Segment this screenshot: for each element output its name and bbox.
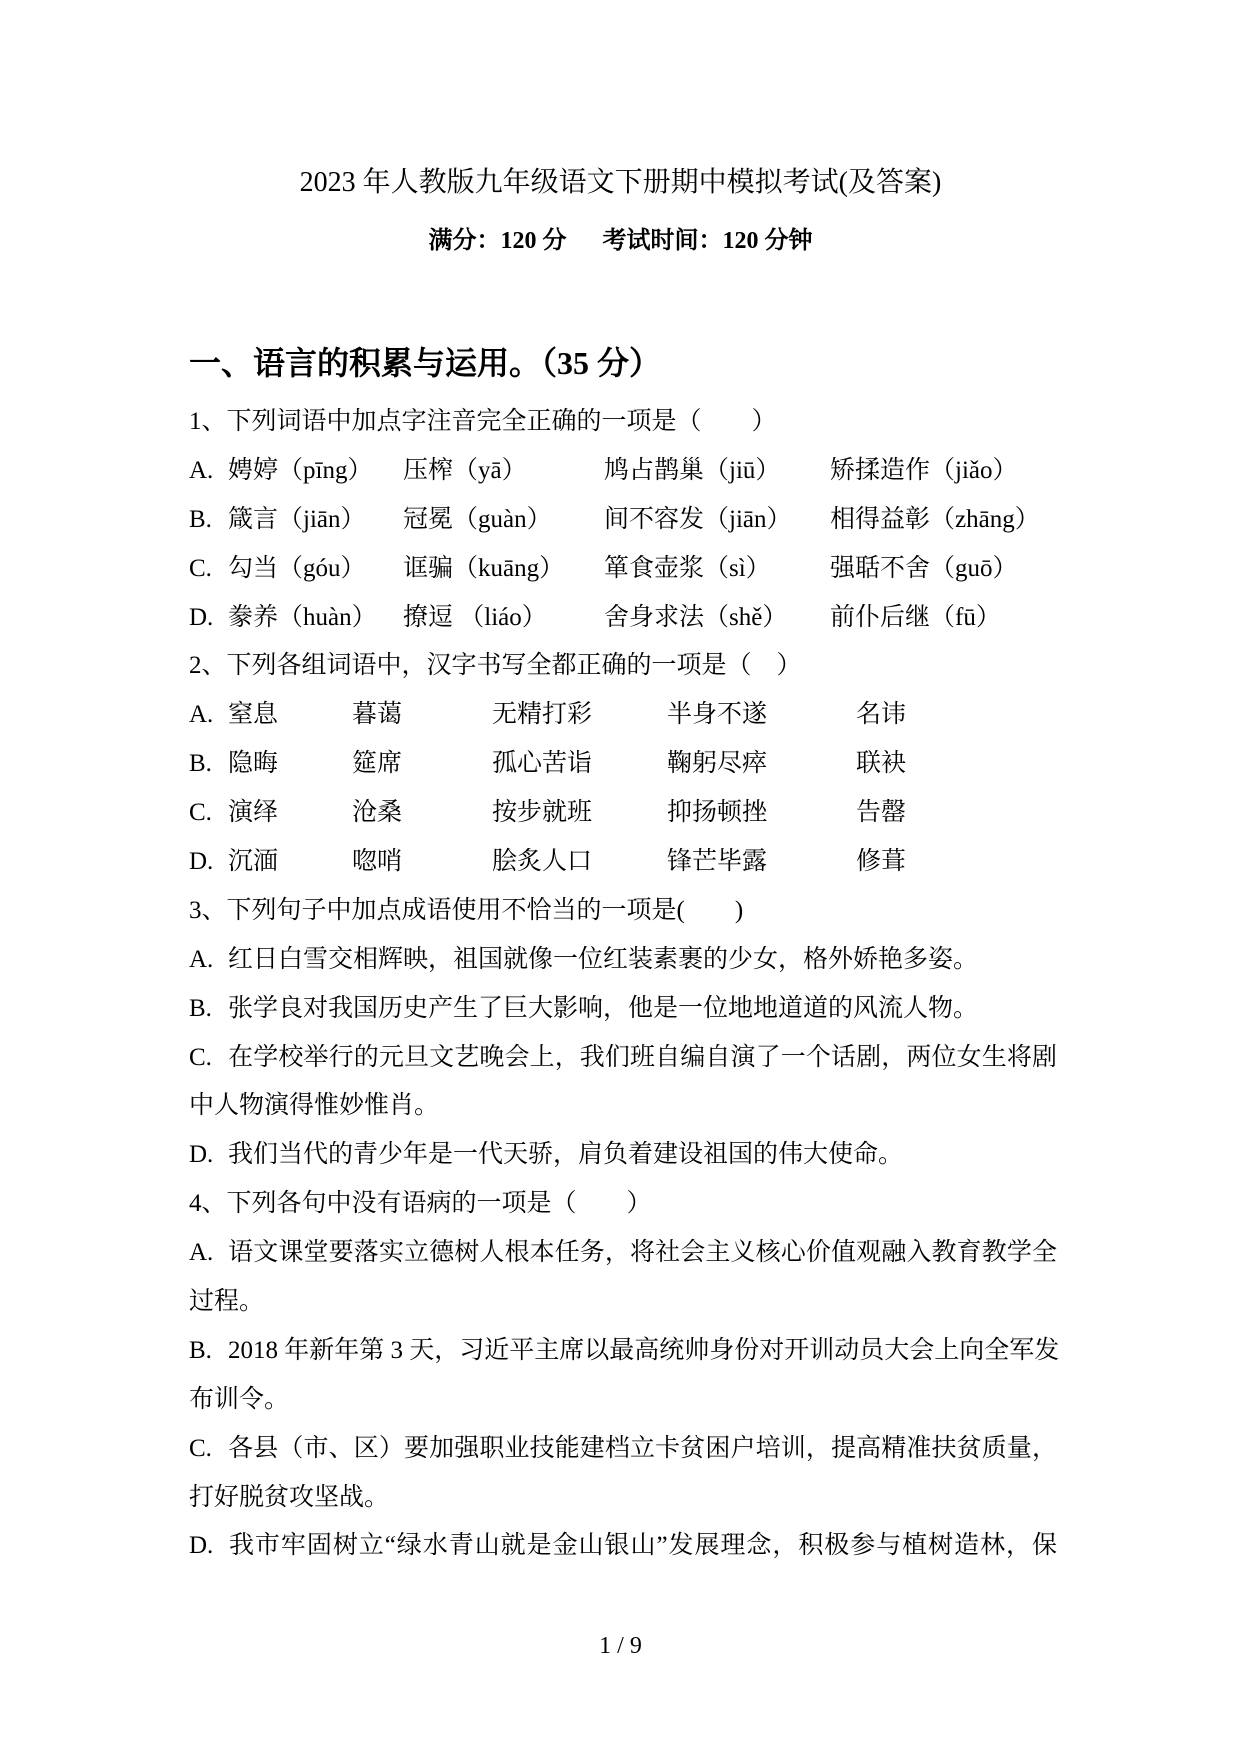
option-text: 2018 年新年第 3 天，习近平主席以最高统帅身份对开训动员大会上向全军发: [228, 1336, 1060, 1364]
exam-title: 2023 年人教版九年级语文下册期中模拟考试(及答案): [299, 167, 942, 198]
option-label: C.: [189, 554, 212, 582]
option-text: 语文课堂要落实立德树人根本任务，将社会主义核心价值观融入教育教学全: [228, 1239, 1057, 1267]
option-term: 豢养（huàn）: [228, 603, 377, 631]
option-term: 鞠躬尽瘁: [667, 750, 768, 778]
option-label: B.: [189, 750, 212, 778]
question-4-stem: 4、下列各句中没有语病的一项是（ ）: [189, 1190, 652, 1218]
option-label: A.: [189, 456, 214, 484]
option-term: 娉婷（pīng）: [228, 456, 373, 484]
question-3-option-d: [189, 1131, 1089, 1180]
exam-meta: [0, 221, 1241, 261]
option-term: 锋芒毕露: [667, 848, 768, 876]
option-text: 我市牢固树立“绿水青山就是金山银山”发展理念，积极参与植树造林，保: [228, 1532, 1057, 1560]
option-text: 我们当代的青少年是一代天骄，肩负着建设祖国的伟大使命。: [228, 1141, 904, 1169]
exam-time-label: 考试时间：120 分钟: [602, 228, 813, 254]
page-number: 1 / 9: [599, 1633, 642, 1659]
option-label: B.: [189, 994, 212, 1022]
question-3-option-b: [189, 985, 1089, 1034]
option-term: 前仆后继（fū）: [830, 603, 1001, 631]
question-2-option-a: [189, 691, 1089, 740]
option-term: 撩逗 （liáo）: [403, 603, 547, 631]
full-score-label: 满分：120 分: [428, 228, 567, 254]
option-term: 沧桑: [352, 799, 403, 827]
option-label: D.: [189, 603, 214, 631]
option-term: 修葺: [856, 848, 907, 876]
section-heading: 一、语言的积累与运用。（35 分）: [189, 345, 662, 381]
option-label: B.: [189, 505, 212, 533]
option-term: 告罄: [856, 799, 907, 827]
question-4-option-b: [189, 1327, 1060, 1376]
option-label: D.: [189, 848, 214, 876]
question-2-option-c: [189, 789, 1089, 838]
option-text: 张学良对我国历史产生了巨大影响，他是一位地地道道的风流人物。: [228, 994, 979, 1022]
question-3-option-a: [189, 936, 1089, 985]
option-term: 箪食壶浆（sì）: [604, 554, 771, 582]
question-1-option-d: [189, 594, 1089, 643]
option-term: 演绎: [228, 799, 279, 827]
option-term: 脍炙人口: [492, 848, 593, 876]
option-label: A.: [189, 701, 214, 729]
option-label: A.: [189, 945, 214, 973]
option-term: 半身不遂: [667, 701, 768, 729]
option-term: 沉湎: [228, 848, 279, 876]
option-text: 红日白雪交相辉映，祖国就像一位红装素裹的少女，格外娇艳多姿。: [228, 945, 979, 973]
question-4-option-a-continued: [189, 1278, 1089, 1327]
option-term: 抑扬顿挫: [667, 799, 768, 827]
question-2-option-d: [189, 838, 1089, 887]
option-term: 诓骗（kuāng）: [403, 554, 565, 582]
option-term: 鸠占鹊巢（jiū）: [604, 456, 781, 484]
question-1-stem: 1、下列词语中加点字注音完全正确的一项是（ ）: [189, 408, 777, 435]
option-text-continued: 布训令。: [189, 1385, 290, 1413]
option-label: C.: [189, 1043, 212, 1071]
question-3-option-c: [189, 1034, 1057, 1083]
question-1-option-b: [189, 496, 1089, 545]
option-term: 强聒不舍（guō）: [830, 554, 1018, 582]
option-label: B.: [189, 1336, 212, 1364]
question-4-option-c-continued: [189, 1474, 1089, 1523]
option-term: 舍身求法（shě）: [604, 603, 788, 631]
question-1-option-c: [189, 545, 1089, 594]
option-term: 名讳: [856, 701, 907, 729]
question-4-option-b-continued: [189, 1376, 1089, 1425]
option-text-continued: 打好脱贫攻坚战。: [189, 1483, 390, 1511]
option-term: 暮蔼: [352, 701, 403, 729]
option-term: 联袂: [856, 750, 907, 778]
option-label: C.: [189, 1434, 212, 1462]
option-label: C.: [189, 799, 212, 827]
option-label: A.: [189, 1239, 214, 1267]
option-term: 唿哨: [352, 848, 403, 876]
option-term: 压榨（yā）: [403, 456, 527, 484]
option-term: 间不容发（jiān）: [604, 505, 792, 533]
question-2-option-b: [189, 740, 1089, 789]
option-term: 矫揉造作（jiǎo）: [830, 456, 1018, 484]
question-3-option-c-continued: [189, 1082, 1089, 1131]
question-3-stem: 3、下列句子中加点成语使用不恰当的一项是( ): [189, 896, 744, 924]
option-term: 箴言（jiān）: [228, 505, 366, 533]
question-list: [189, 398, 1089, 1571]
option-label: D.: [189, 1532, 214, 1560]
option-text: 各县（市、区）要加强职业技能建档立卡贫困户培训，提高精准扶贫质量，: [228, 1434, 1057, 1462]
option-term: 筵席: [352, 750, 403, 778]
option-term: 无精打彩: [492, 701, 593, 729]
question-1-option-a: [189, 447, 1089, 496]
option-term: 隐晦: [228, 750, 279, 778]
option-term: 孤心苦诣: [492, 750, 593, 778]
question-2-stem: 2、下列各组词语中，汉字书写全都正确的一项是（ ）: [189, 652, 802, 680]
option-text: 在学校举行的元旦文艺晚会上，我们班自编自演了一个话剧，两位女生将剧: [228, 1043, 1057, 1071]
option-term: 窒息: [228, 701, 279, 729]
option-label: D.: [189, 1141, 214, 1169]
question-4-option-d: [189, 1522, 1057, 1571]
question-4-option-a: [189, 1229, 1057, 1278]
option-text-continued: 过程。: [189, 1288, 265, 1316]
option-term: 按步就班: [492, 799, 593, 827]
option-term: 冠冕（guàn）: [403, 505, 552, 533]
option-text-continued: 中人物演得惟妙惟肖。: [189, 1092, 440, 1120]
option-term: 勾当（góu）: [228, 554, 366, 582]
question-4-option-c: [189, 1425, 1057, 1474]
option-term: 相得益彰（zhāng）: [830, 505, 1040, 533]
